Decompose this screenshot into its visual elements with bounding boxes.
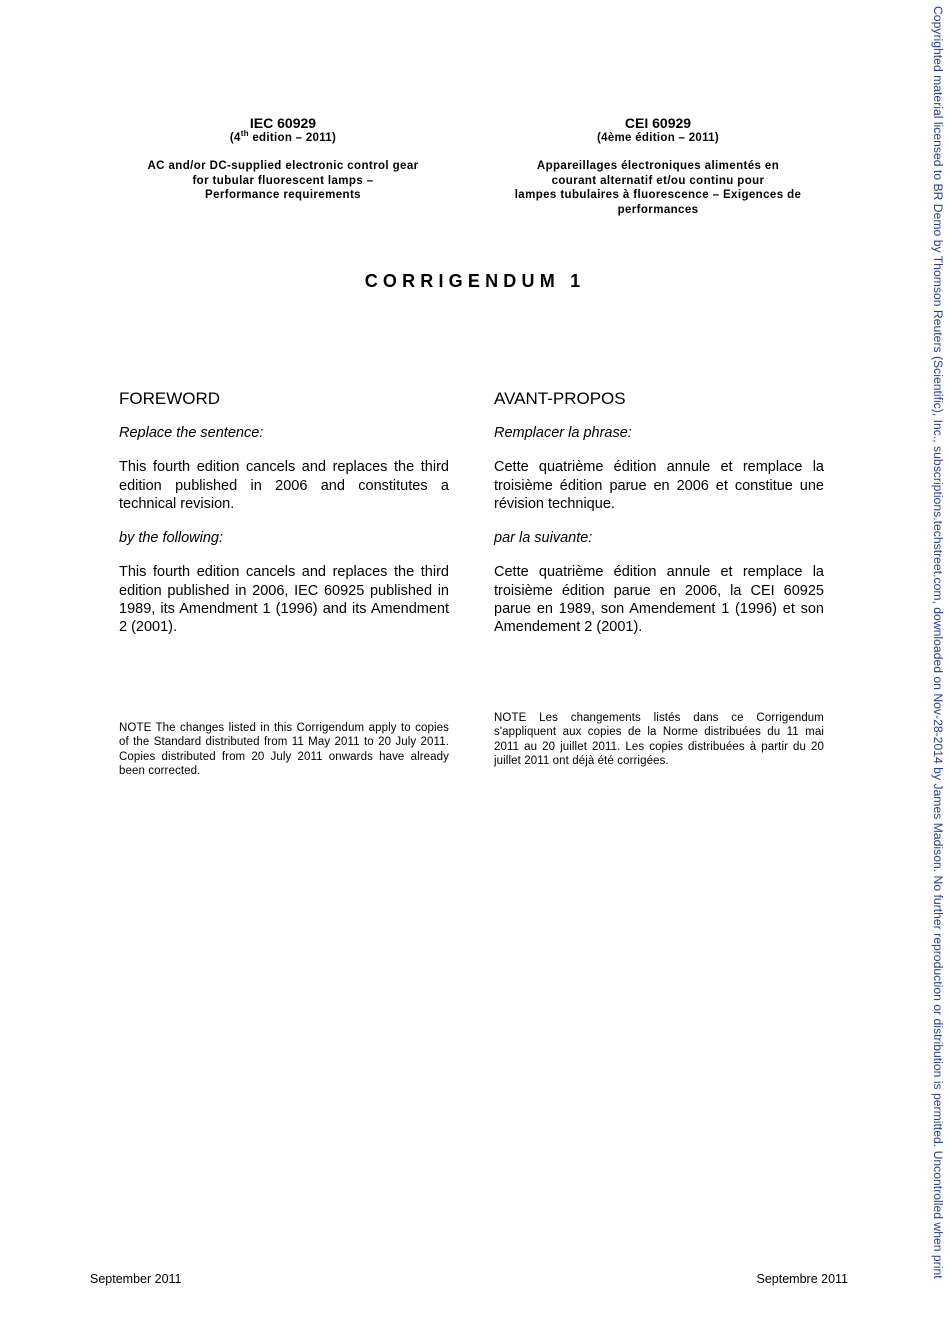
french-title-line: courant alternatif et/ou continu pour — [551, 174, 765, 187]
english-old-text: This fourth edition cancels and replaces the third edition published in 2006 and constitutes a technical revision. — [119, 459, 449, 512]
french-column — [494, 389, 824, 769]
french-instruction-replace: Remplacer la phrase: — [494, 425, 632, 441]
copyright-side-notice — [931, 6, 945, 1344]
french-edition: (4ème édition – 2011) — [597, 132, 719, 144]
french-instruction-by: par la suivante: — [494, 530, 593, 547]
english-note: NOTE The changes listed in this Corrigendum apply to copies of the Standard distributed from 11 May 2011 to 20 July 2011. Copies distributed from 20 July 2011 onwards have already been corrected. — [119, 721, 449, 778]
english-section-heading: FOREWORD — [119, 389, 221, 408]
french-new-text: Cette quatrième édition annule et remplace la troisième édition parue en 2006, la CEI 60925 parue en 1989, son Amendement 1 (1996) et son Amendement 2 (2001). — [494, 564, 824, 636]
copyright-side-notice-text: Copyrighted material licensed to BR Demo by Thomson Reuters (Scientific), Inc., subscriptions.techstreet.com, downloaded on Nov-28-2014 by James Madison. No further reproduction or distribution is permitted. Uncontrolled when print — [931, 6, 945, 1279]
french-title — [483, 159, 833, 217]
english-title-line: Performance requirements — [205, 189, 361, 202]
english-header — [118, 115, 448, 203]
english-title-line: for tubular fluorescent lamps – — [192, 174, 374, 187]
english-title-line: AC and/or DC-supplied electronic control gear — [147, 160, 419, 172]
corrigendum-title: CORRIGENDUM 1 — [364, 271, 586, 291]
english-instruction-by: by the following: — [119, 530, 223, 547]
french-standard-number: CEI 60929 — [624, 115, 692, 131]
english-column — [119, 389, 449, 779]
french-title-line: performances — [617, 203, 699, 216]
english-instruction-replace: Replace the sentence: — [119, 425, 264, 441]
english-new-text: This fourth edition cancels and replaces the third edition published in 2006, IEC 60925 published in 1989, its Amendment 1 (1996) and its Amendment 2 (2001). — [119, 564, 449, 636]
french-header — [483, 115, 833, 217]
french-title-line: lampes tubulaires à fluorescence – Exigences de — [514, 189, 802, 202]
english-edition: (4th edition – 2011) — [229, 129, 337, 144]
french-section-heading: AVANT-PROPOS — [494, 389, 626, 408]
french-note: NOTE Les changements listés dans ce Corrigendum s'appliquent aux copies de la Norme distribuées du 11 mai 2011 au 20 juillet 2011. Les copies distribuées à partir du 20 juillet 2011 ont déjà été corrigées. — [494, 711, 824, 768]
english-standard-number: IEC 60929 — [249, 115, 317, 131]
english-title — [118, 159, 448, 203]
french-footer-date: Septembre 2011 — [756, 1272, 848, 1286]
english-footer-date: September 2011 — [90, 1272, 182, 1286]
french-old-text: Cette quatrième édition annule et remplace la troisième édition parue en 2006 et constitue une révision technique. — [494, 459, 824, 512]
french-title-line: Appareillages électroniques alimentés en — [536, 160, 780, 172]
